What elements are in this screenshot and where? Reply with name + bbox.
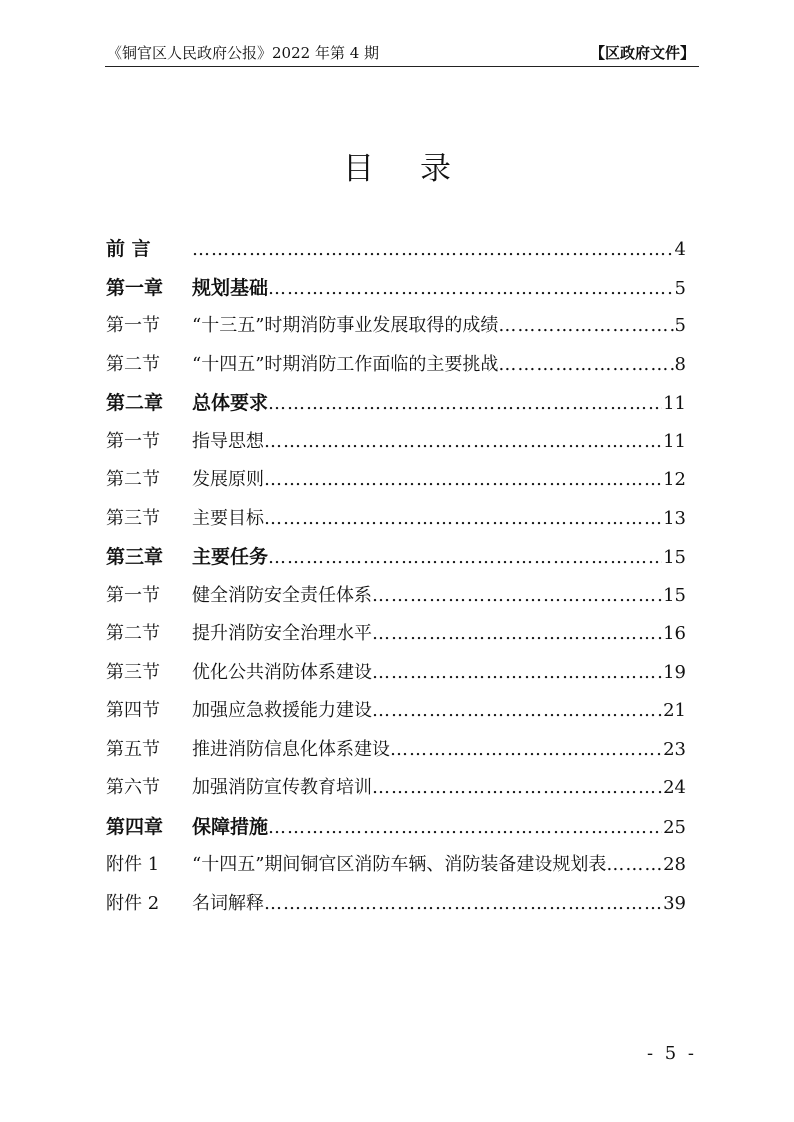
toc-entry[interactable] xyxy=(106,346,686,385)
toc-entry[interactable] xyxy=(106,577,686,616)
toc-entry-number: 第五节 xyxy=(106,738,160,760)
toc-entry-number: 第二节 xyxy=(106,353,160,375)
document-category: 【区政府文件】 xyxy=(589,44,695,62)
toc-entry-page: 16 xyxy=(663,623,686,644)
toc-leader-dots xyxy=(264,461,662,499)
toc-entry-page: 4 xyxy=(674,239,686,260)
toc-entry[interactable] xyxy=(106,500,686,539)
toc-entry-page: 8 xyxy=(674,353,686,375)
toc-entry-title: 主要目标 xyxy=(192,507,264,529)
toc-entry[interactable] xyxy=(106,269,686,308)
toc-entry-title: 规划基础 xyxy=(192,276,269,299)
toc-entry-title: “十四五”时期消防工作面临的主要挑战 xyxy=(192,353,499,375)
toc-entry-title: 名词解释 xyxy=(192,892,264,914)
toc-entry-number: 第三章 xyxy=(106,546,164,568)
toc-leader-dots xyxy=(372,769,662,807)
toc-entry[interactable] xyxy=(106,461,686,500)
toc-entry-title: “十三五”时期消防事业发展取得的成绩 xyxy=(192,315,499,336)
toc-leader-dots xyxy=(372,615,662,653)
toc-entry-page: 11 xyxy=(663,430,686,452)
toc-entry[interactable] xyxy=(106,654,686,693)
toc-entry[interactable] xyxy=(106,423,686,462)
toc-leader-dots xyxy=(372,577,662,615)
toc-entry-number: 第一节 xyxy=(106,430,160,452)
toc-entry[interactable] xyxy=(106,538,686,577)
toc-entry[interactable] xyxy=(106,846,686,885)
toc-leader-dots xyxy=(498,346,673,384)
toc-entry-number: 第三节 xyxy=(106,661,160,683)
toc-entry-title: 推进消防信息化体系建设 xyxy=(192,738,390,760)
toc-entry-page: 23 xyxy=(663,738,686,760)
toc-entry-page: 5 xyxy=(674,277,686,299)
toc-entry-page: 39 xyxy=(663,892,686,914)
toc-entry[interactable] xyxy=(106,885,686,924)
toc-entry-page: 11 xyxy=(663,393,686,414)
toc-entry-number: 前 言 xyxy=(106,238,151,260)
toc-heading-char-1: 目 xyxy=(343,151,374,187)
toc-entry-page: 15 xyxy=(663,547,686,568)
toc-entry-page: 12 xyxy=(663,469,686,490)
toc-entry-page: 5 xyxy=(674,315,686,336)
toc-leader-dots xyxy=(264,885,662,923)
toc-entry[interactable] xyxy=(106,615,686,654)
toc-entry-number: 第六节 xyxy=(106,777,160,798)
toc-entry-number: 第一节 xyxy=(106,584,160,606)
toc-heading xyxy=(0,147,794,191)
toc-leader-dots xyxy=(192,231,674,269)
toc-entry[interactable] xyxy=(106,230,686,269)
toc-entry-title: 指导思想 xyxy=(192,430,264,452)
toc-entry-title: 优化公共消防体系建设 xyxy=(192,661,372,683)
toc-leader-dots xyxy=(268,539,662,577)
table-of-contents xyxy=(106,230,686,923)
page-number: - 5 - xyxy=(646,1043,697,1064)
toc-leader-dots xyxy=(268,809,662,847)
toc-entry-title: 健全消防安全责任体系 xyxy=(192,584,372,606)
toc-entry-title: 发展原则 xyxy=(192,469,264,490)
toc-entry-number: 第一节 xyxy=(106,315,160,336)
toc-entry-title: 加强消防宣传教育培训 xyxy=(192,777,372,798)
toc-entry[interactable] xyxy=(106,692,686,731)
toc-entry-number: 第二节 xyxy=(106,623,160,644)
toc-entry[interactable] xyxy=(106,808,686,847)
toc-leader-dots xyxy=(372,692,662,730)
toc-entry-page: 25 xyxy=(663,816,686,838)
toc-entry-number: 第二章 xyxy=(106,392,164,414)
toc-entry-number: 第三节 xyxy=(106,507,160,529)
toc-entry-page: 28 xyxy=(663,854,686,875)
toc-entry-title: 总体要求 xyxy=(192,392,269,414)
publication-title: 《铜官区人民政府公报》2022 年第 4 期 xyxy=(107,44,380,62)
toc-entry-number: 第一章 xyxy=(106,276,164,299)
toc-entry-page: 19 xyxy=(663,661,686,683)
toc-leader-dots xyxy=(390,731,662,769)
toc-heading-char-2: 录 xyxy=(420,151,451,187)
toc-entry-page: 24 xyxy=(663,777,686,798)
toc-entry-number: 第四章 xyxy=(106,815,164,838)
toc-leader-dots xyxy=(268,385,662,423)
toc-entry-page: 13 xyxy=(663,507,686,529)
toc-leader-dots xyxy=(606,846,662,884)
toc-entry[interactable] xyxy=(106,384,686,423)
toc-entry-title: 提升消防安全治理水平 xyxy=(192,623,372,644)
toc-entry-title: 保障措施 xyxy=(192,815,269,838)
toc-leader-dots xyxy=(264,500,662,538)
toc-entry-title: 加强应急救援能力建设 xyxy=(192,700,372,721)
toc-entry-page: 21 xyxy=(663,700,686,721)
toc-entry-page: 15 xyxy=(663,584,686,606)
toc-entry-title: 主要任务 xyxy=(192,546,269,568)
toc-entry-number: 第四节 xyxy=(106,700,160,721)
toc-entry-number: 附件 2 xyxy=(106,892,160,914)
toc-entry-title: “十四五”期间铜官区消防车辆、消防装备建设规划表 xyxy=(192,854,607,875)
toc-entry-number: 第二节 xyxy=(106,469,160,490)
toc-leader-dots xyxy=(498,307,673,345)
toc-leader-dots xyxy=(268,270,674,308)
toc-leader-dots xyxy=(264,423,662,461)
toc-entry[interactable] xyxy=(106,307,686,346)
page-header xyxy=(105,40,699,67)
toc-entry[interactable] xyxy=(106,769,686,808)
toc-entry-number: 附件 1 xyxy=(106,854,160,875)
toc-leader-dots xyxy=(372,654,662,692)
toc-entry[interactable] xyxy=(106,731,686,770)
